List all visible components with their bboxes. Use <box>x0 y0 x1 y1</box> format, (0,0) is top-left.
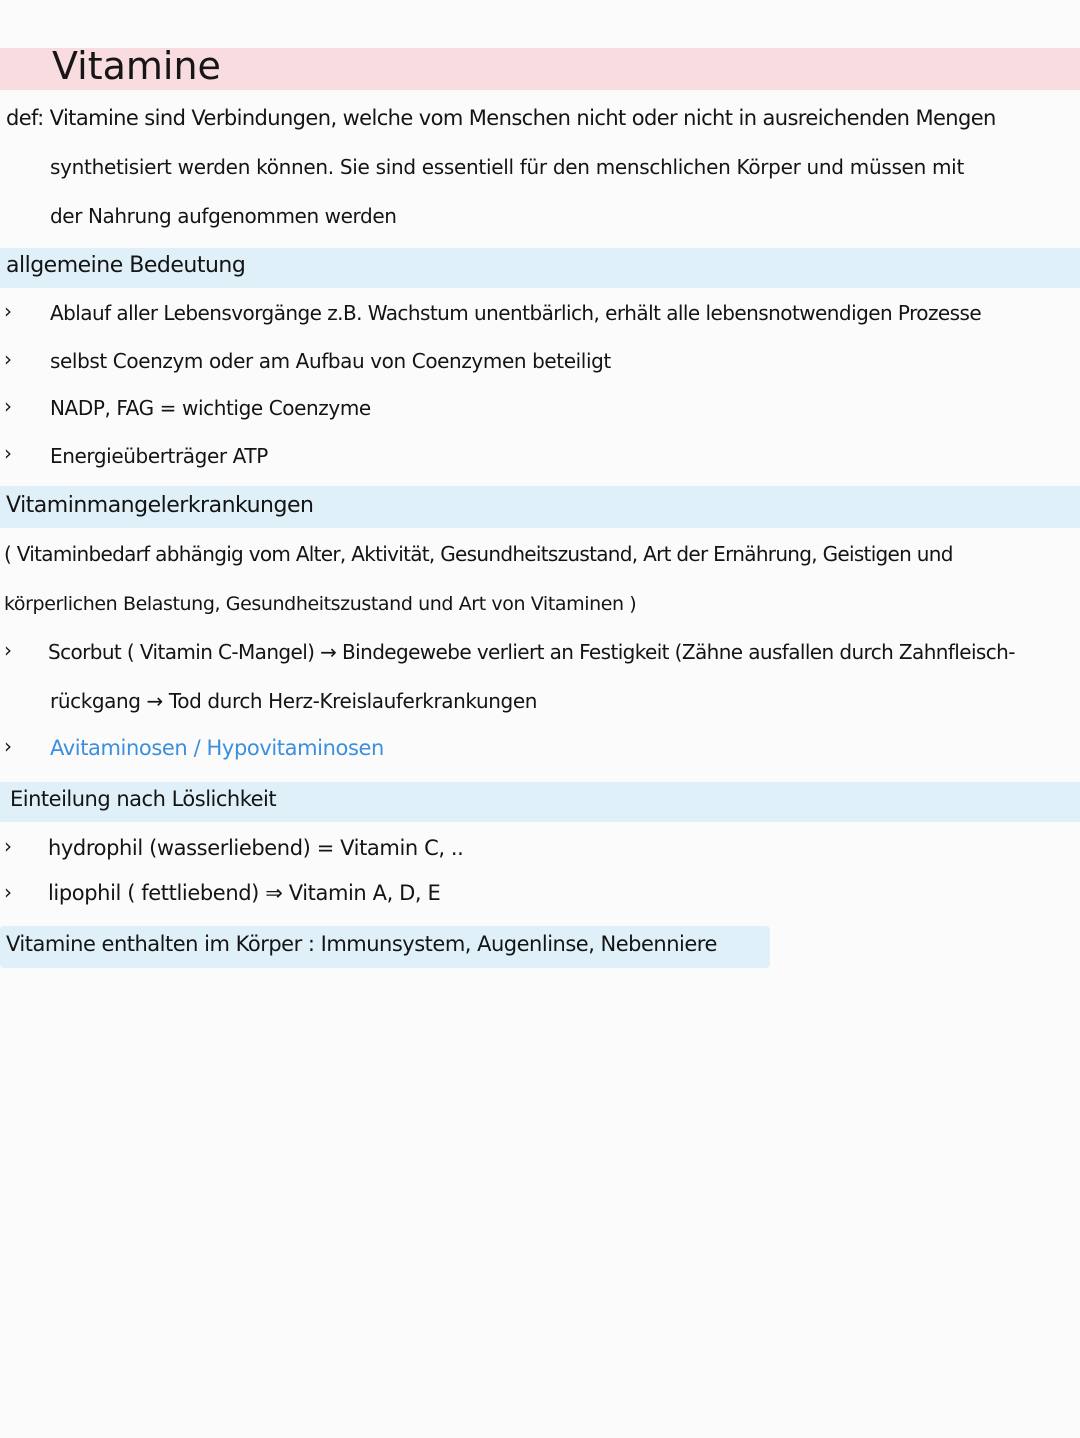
solubility-item-2: lipophil ( fettliebend) ⇒ Vitamin A, D, E <box>48 881 441 905</box>
avitaminosis-link-text: Avitaminosen / Hypovitaminosen <box>50 736 384 760</box>
bullet-arrow-icon: › <box>4 347 12 371</box>
general-item-3: NADP, FAG = wichtige Coenzyme <box>50 396 371 420</box>
deficiency-heading: Vitaminmangelerkrankungen <box>6 493 314 518</box>
bullet-arrow-icon: › <box>4 734 12 758</box>
bullet-arrow-icon: › <box>4 880 12 904</box>
general-heading: allgemeine Bedeutung <box>6 253 246 278</box>
general-item-1: Ablauf aller Lebensvorgänge z.B. Wachstum unentbärlich, erhält alle lebensnotwendigen Prozesse <box>50 301 982 325</box>
bullet-arrow-icon: › <box>4 638 12 662</box>
bullet-arrow-icon: › <box>4 441 12 465</box>
definition-line-2: synthetisiert werden können. Sie sind essentiell für den menschlichen Körper und müssen mit <box>50 155 964 179</box>
page-title: Vitamine <box>52 44 221 88</box>
bullet-arrow-icon: › <box>4 394 12 418</box>
deficiency-note-line-1: ( Vitaminbedarf abhängig vom Alter, Aktivität, Gesundheitszustand, Art der Ernährung, Geistigen und <box>4 542 953 566</box>
deficiency-item-1: Scorbut ( Vitamin C-Mangel) → Bindegewebe verliert an Festigkeit (Zähne ausfallen durch Zahnfleisch- <box>48 640 1015 664</box>
definition-line-1: def: Vitamine sind Verbindungen, welche vom Menschen nicht oder nicht in ausreichenden Mengen <box>6 106 996 130</box>
bullet-arrow-icon: › <box>4 299 12 323</box>
general-item-4: Energieüberträger ATP <box>50 444 268 468</box>
solubility-heading: Einteilung nach Löslichkeit <box>10 787 277 811</box>
vitamins-in-body-line: Vitamine enthalten im Körper : Immunsystem, Augenlinse, Nebenniere <box>6 932 717 956</box>
definition-line-3: der Nahrung aufgenommen werden <box>50 204 397 228</box>
deficiency-note-line-2: körperlichen Belastung, Gesundheitszustand und Art von Vitaminen ) <box>4 593 637 615</box>
bullet-arrow-icon: › <box>4 834 12 858</box>
deficiency-item-1-cont: rückgang → Tod durch Herz-Kreislauferkrankungen <box>50 689 538 713</box>
solubility-item-1: hydrophil (wasserliebend) = Vitamin C, .. <box>48 836 464 860</box>
general-item-2: selbst Coenzym oder am Aufbau von Coenzymen beteiligt <box>50 349 611 373</box>
